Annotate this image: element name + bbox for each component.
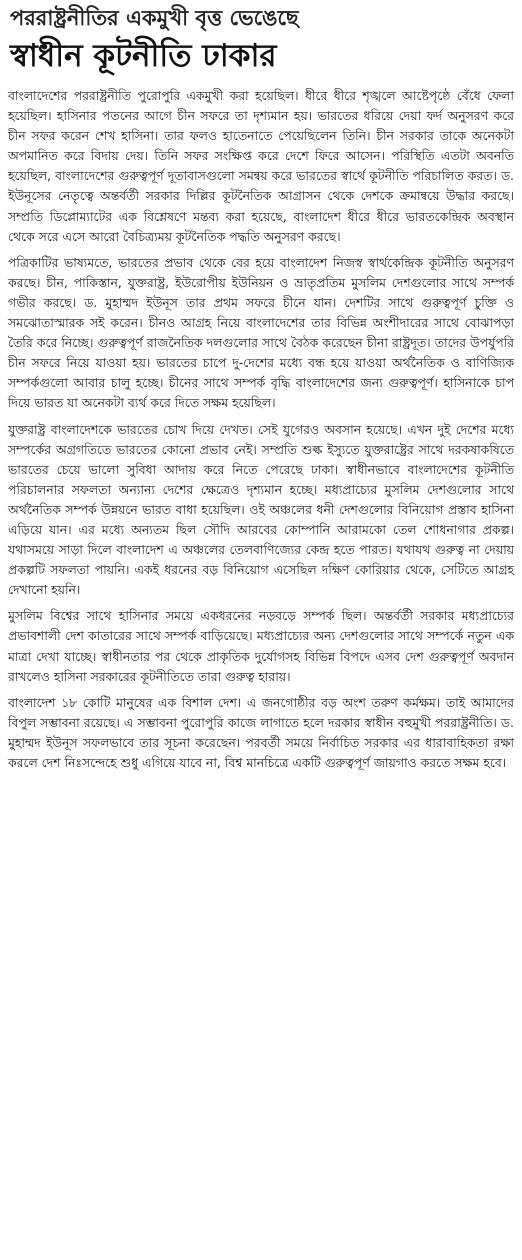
paragraph: বাংলাদেশ ১৮ কোটি মানুষের এক বিশাল দেশ। এ জনগোষ্ঠীর বড় অংশ তরুণ কর্মক্ষম। তাই আমাদের বিপুল সম্ভাবনা রয়েছে। এ সম্ভাবনা পুরোপুরি কাজে লাগাতে হলে দরকার স্বাধীন বহুমুখী পররাষ্ট্রনীতি। ড. মুহাম্মদ ইউনূস সফলভাবে তার সূচনা করেছেন। পরবর্তী সময়ে নির্বাচিত সরকার এর ধারাবাহিকতা রক্ষা করলে দেশ নিঃসন্দেহে শুধু এগিয়ে যাবে না, বিশ্ব মানচিত্রে একটি গুরুত্বপূর্ণ জায়গাও করতে সক্ষম হবে।	[8, 694, 514, 770]
article-body	[8, 86, 514, 773]
paragraph: যুক্তরাষ্ট্র বাংলাদেশকে ভারতের চোখ দিয়ে দেখত। সেই যুগেরও অবসান হয়েছে। এখন দুই দেশের মধ্যে সম্পর্কের অগ্রগতিতে ভারতের কোনো প্রভাব নেই। সম্প্রতি শুল্ক ইস্যুতে যুক্তরাষ্ট্রের সাথে দরকষাকষিতে ভারতের চেয়ে ভালো সুবিধা আদায় করে নিতে পেরেছে ঢাকা। স্বাধীনভাবে বাংলাদেশের কূটনীতি পরিচালনার সফলতা অন্যান্য দেশের ক্ষেত্রেও দৃশ্যমান হচ্ছে। মধ্যপ্রাচ্যের মুসলিম দেশগুলোর সাথে অর্থনৈতিক সম্পর্ক উন্নয়নে ভারত বাধা হয়েছিল। ওই অঞ্চলের ধনী দেশগুলোর বিনিয়োগ প্রস্তাব হাসিনা এড়িয়ে যান। এর মধ্যে অন্যতম ছিল সৌদি আরবের কোম্পানি আরামকো তেল শোধনাগার প্রকল্প। যথাসময়ে সাড়া দিলে বাংলাদেশ এ অঞ্চলের তেলবাণিজ্যের কেন্দ্র হতে পারত। যথাযথ গুরুত্ব না দেয়ায় প্রকল্পটি সফলতা পায়নি। একই ধরনের বড় বিনিয়োগ এসেছিল দক্ষিণ কোরিয়ার থেকে, সেটিতে আগ্রহ দেখানো হয়নি।	[8, 421, 514, 598]
article-headline: স্বাধীন কূটনীতি ঢাকার	[10, 38, 277, 74]
paragraph: পত্রিকাটির ভাষ্যমতে, ভারতের প্রভাব থেকে বের হয়ে বাংলাদেশ নিজস্ব স্বার্থকেন্দ্রিক কূটনীতি অনুসরণ করছে। চীন, পাকিস্তান, যুক্তরাষ্ট্র, ইউরোপীয় ইউনিয়ন ও ভ্রাতৃপ্রতিম মুসলিম দেশগুলোর সাথে সম্পর্ক গভীর করছে। ড. মুহাম্মদ ইউনূস তার প্রথম সফরে চীনে যান। দেশটির সাথে গুরুত্বপূর্ণ চুক্তি ও সমঝোতাস্মারক সই করেন। চীনও আগ্রহ নিয়ে বাংলাদেশের তার বিভিন্ন অংশীদারের সাথে বোঝাপড়া তৈরি করে নিচ্ছে। গুরুত্বপূর্ণ রাজনৈতিক দলগুলোর সাথে বৈঠক করেছেন চীনা রাষ্ট্রদূত। তাদের উপর্যুপরি চীন সফরে নিয়ে যাওয়া হয়। ভারতের চাপে দু-দেশের মধ্যে বন্ধ হয়ে যাওয়া অর্থনৈতিক ও বাণিজ্যিক সম্পর্কগুলো আবার চালু হচ্ছে। চীনের সাথে সম্পর্ক বৃদ্ধি বাংলাদেশের জন্য গুরুত্বপূর্ণ। হাসিনাকে চাপ দিয়ে ভারত যা অনেকটা ব্যর্থ করে দিতে সক্ষম হয়েছিল।	[8, 254, 514, 411]
paragraph: বাংলাদেশের পররাষ্ট্রনীতি পুরোপুরি একমুখী করা হয়েছিল। ধীরে ধীরে শৃঙ্খলে আষ্টেপৃষ্ঠে বেঁধে ফেলা হয়েছিল। হাসিনার পতনের আগে চীন সফরে তা দৃশ্যমান হয়। ভারতের ধরিয়ে দেয়া ফর্দ অনুসরণ করে চীন সফর করেন শেখ হাসিনা। তার ফলও হাতেনাতে পেয়েছিলেন তিনি। চীন সরকার তাকে অনেকটা অপমানিত করে বিদায় দেয়। তিনি সফর সংক্ষিপ্ত করে দেশে ফিরে আসেন। পরিস্থিতি এতটা অবনতি হয়েছিল, বাংলাদেশের গুরুত্বপূর্ণ দূতাবাসগুলো সমন্বয় করে ভারতের স্বার্থে কূটনীতি পরিচালিত করত। ড. ইউনূসের নেতৃত্বে অন্তর্বর্তী সরকার দিল্লির কূটনৈতিক আগ্রাসন থেকে দেশকে ক্রমান্বয়ে উদ্ধার করছে। সম্প্রতি ডিপ্লোম্যাটের এক বিশ্লেষণে মন্তব্য করা হয়েছে, বাংলাদেশ ধীরে ধীরে ভারতকেন্দ্রিক অবস্থান থেকে সরে এসে আরো বৈচিত্র্যময় কূটনৈতিক পদ্ধতি অনুসরণ করছে।	[8, 88, 514, 244]
article-kicker: পররাষ্ট্রনীতির একমুখী বৃত্ত ভেঙেছে	[10, 6, 299, 30]
paragraph: মুসলিম বিশ্বের সাথে হাসিনার সময়ে একধরনের নড়বড়ে সম্পর্ক ছিল। অন্তর্বর্তী সরকার মধ্যপ্রাচ্যের প্রভাবশালী দেশ কাতারের সাথে সম্পর্ক বাড়িয়েছে। মধ্যপ্রাচ্যের অন্য দেশগুলোর সাথে সম্পর্কে নতুন এক মাত্রা দেখা যাচ্ছে। স্বাধীনতার পর থেকে প্রাকৃতিক দুর্যোগসহ বিভিন্ন বিপদে এসব দেশ গুরুত্বপূর্ণ অবদান রাখলেও হাসিনা সরকারের কূটনীতিতে তারা গুরুত্ব হারায়।	[8, 608, 514, 684]
